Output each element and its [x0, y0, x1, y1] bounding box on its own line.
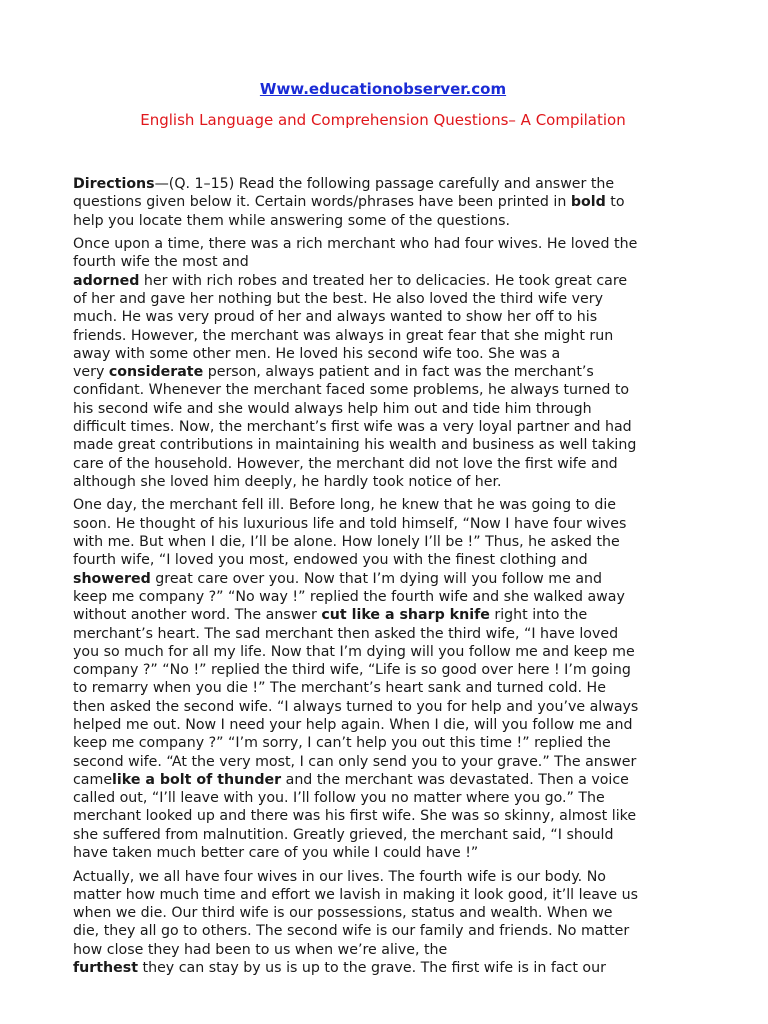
bold-word: showered	[73, 570, 151, 587]
text-line	[73, 771, 703, 789]
bold-word: considerate	[108, 364, 204, 381]
text-line: keep me company ?” “I’m sorry, I can’t help you out this time !” replied the	[73, 735, 611, 752]
text-run: came	[73, 771, 113, 788]
text-line	[73, 363, 703, 381]
text-line: you so much for all my life. Now that I’m dying will you follow me and keep me	[73, 643, 635, 660]
text-line: called out, “I’ll leave with you. I’ll follow you no matter where you go.” The	[73, 790, 605, 807]
text-line: helped me out. Now I need your help again. When I die, will you follow me and	[73, 716, 633, 733]
text-line: have taken much better care of you while I could have !”	[73, 845, 479, 862]
text-line: soon. He thought of his luxurious life and told himself, “Now I have four wives	[73, 515, 627, 532]
text-line	[73, 606, 703, 624]
text-run: they can stay by us is up to the grave. The first wife is in fact our	[138, 960, 606, 977]
passage-paragraph-1	[73, 235, 703, 491]
bold-word: bold	[570, 194, 606, 211]
text-line: friends. However, the merchant was always in great fear that she might run	[73, 327, 614, 344]
text-line: although she loved him deeply, he hardly took notice of her.	[73, 473, 502, 490]
text-run: right into the	[489, 607, 588, 624]
text-line: merchant’s heart. The sad merchant then asked the third wife, “I have loved	[73, 625, 619, 642]
bold-phrase: cut like a sharp knife	[321, 607, 490, 624]
text-line: keep me company ?” “No way !” replied the fourth wife and she walked away	[73, 588, 625, 605]
text-line: confidant. Whenever the merchant faced some problems, he always turned to	[73, 382, 630, 399]
text-line: company ?” “No !” replied the third wife, “Life is so good over here ! I’m going	[73, 662, 631, 679]
passage-paragraph-3	[73, 868, 703, 978]
directions-paragraph	[73, 175, 703, 230]
text-line: to remarry when you die !” The merchant’s heart sank and turned cold. He	[73, 680, 606, 697]
text-run: to	[605, 194, 625, 211]
text-line: second wife. “At the very most, I can only send you to your grave.” The answer	[73, 753, 637, 770]
text-line: when we die. Our third wife is our possessions, status and wealth. When we	[73, 905, 613, 922]
text-line	[73, 959, 703, 977]
text-line: then asked the second wife. “I always turned to you for help and you’ve always	[73, 698, 639, 715]
passage-paragraph-2	[73, 496, 703, 862]
bold-phrase: like a bolt of thunder	[112, 771, 282, 788]
text-run: —(Q. 1–15) Read the following passage carefully and answer the	[154, 176, 615, 192]
text-run: her with rich robes and treated her to delicacies. He took great care	[139, 272, 628, 289]
text-line: how close they had been to us when we’re alive, the	[73, 941, 448, 958]
text-line: away with some other men. He loved his second wife too. She was a	[73, 345, 561, 362]
text-line: care of the household. However, the merchant did not love the first wife and	[73, 455, 618, 472]
passage-body	[73, 175, 703, 983]
text-run: and the merchant was devastated. Then a voice	[281, 771, 629, 788]
text-line: merchant looked up and there was his first wife. She was so skinny, almost like	[73, 808, 637, 825]
bold-word: adorned	[73, 272, 140, 289]
text-line: his second wife and she would always help him out and tide him through	[73, 400, 592, 417]
text-line	[73, 272, 703, 290]
text-line: with me. But when I die, I’ll be alone. How lonely I’ll be !” Thus, he asked the	[73, 534, 620, 551]
text-line: of her and gave her nothing but the best. He also loved the third wife very	[73, 290, 604, 307]
text-run: person, always patient and in fact was the merchant’s	[203, 364, 594, 381]
site-link[interactable]: Www.educationobserver.com	[259, 80, 507, 98]
text-line: fourth wife, “I loved you most, endowed you with the finest clothing and	[73, 552, 588, 569]
document-title: English Language and Comprehension Questions– A Compilation	[140, 111, 626, 129]
text-line: Once upon a time, there was a rich merchant who had four wives. He loved the	[73, 236, 638, 253]
text-line: fourth wife the most and	[73, 254, 249, 271]
text-line: matter how much time and effort we lavish in making it look good, it’ll leave us	[73, 886, 639, 903]
text-line: Actually, we all have four wives in our lives. The fourth wife is our body. No	[73, 868, 606, 885]
text-line: die, they all go to others. The second wife is our family and friends. No matter	[73, 923, 630, 940]
text-line: help you locate them while answering some of the questions.	[73, 212, 510, 229]
text-run: very	[73, 364, 109, 381]
text-line: much. He was very proud of her and always wanted to show her off to his	[73, 309, 598, 326]
text-line: made great contributions in maintaining his wealth and business as well taking	[73, 437, 637, 454]
bold-word: furthest	[73, 960, 139, 977]
text-line: One day, the merchant fell ill. Before long, he knew that he was going to die	[73, 497, 617, 514]
text-line	[73, 193, 703, 211]
text-run: without another word. The answer	[73, 607, 322, 624]
directions-label: Directions	[73, 176, 155, 192]
text-run: questions given below it. Certain words/phrases have been printed in	[73, 194, 571, 211]
text-line	[73, 175, 703, 193]
text-line: difficult times. Now, the merchant’s first wife was a very loyal partner and had	[73, 419, 632, 436]
text-line: she suffered from malnutition. Greatly grieved, the merchant said, “I should	[73, 826, 614, 843]
text-run: great care over you. Now that I’m dying will you follow me and	[150, 570, 603, 587]
text-line	[73, 570, 703, 588]
